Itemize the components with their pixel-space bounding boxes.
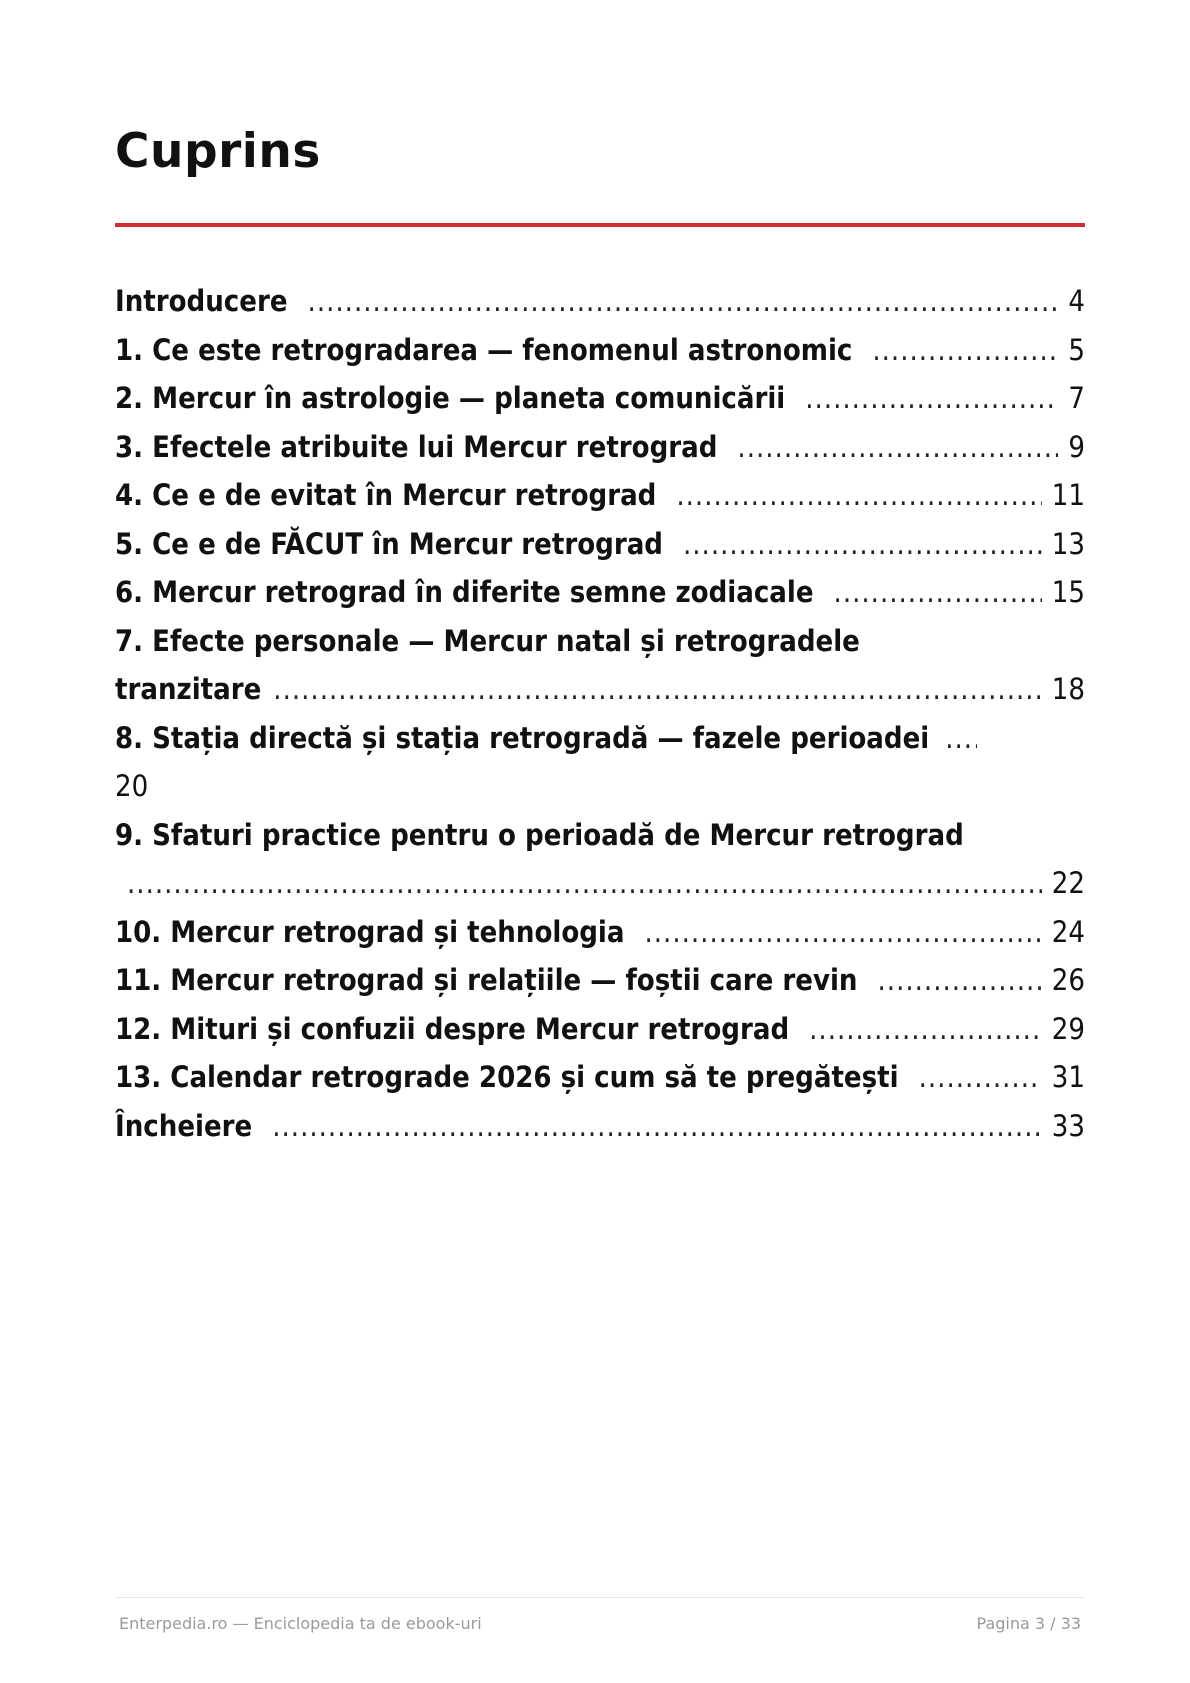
toc-entry-label: Încheiere [115, 1108, 253, 1143]
page-title: Cuprins [115, 124, 321, 179]
toc-entry-9[interactable] [115, 811, 1085, 908]
toc-page-number: 11 [1051, 478, 1085, 512]
toc-entry-13[interactable] [115, 1053, 1085, 1102]
toc-dot-leader [878, 956, 1042, 1005]
toc-page-number: 24 [1051, 914, 1085, 949]
toc-entry-label: 11. Mercur retrograd și relațiile — foștii care revin [115, 963, 858, 997]
toc-dot-leader [809, 1005, 1042, 1054]
toc-entry-12[interactable] [115, 1005, 1085, 1054]
toc-entry-label-continued: tranzitare [115, 672, 262, 706]
toc-dot-leader [945, 714, 977, 763]
toc-entry-label: 3. Efectele atribuite lui Mercur retrograd [115, 429, 718, 464]
toc-page-number: 22 [1051, 866, 1085, 900]
toc-dot-leader [273, 665, 1042, 714]
toc-dot-leader [127, 859, 1042, 908]
toc-dot-leader [834, 568, 1042, 617]
toc-page-number: 7 [1068, 381, 1085, 415]
toc-entry-3[interactable] [115, 423, 1085, 472]
toc-entry-label: 4. Ce e de evitat în Mercur retrograd [115, 478, 657, 512]
toc-entry-label: 1. Ce este retrogradarea — fenomenul astronomic [115, 332, 853, 367]
footer-divider [115, 1597, 1085, 1598]
toc-dot-leader [919, 1053, 1042, 1102]
toc-page-number: 20 [115, 769, 149, 803]
toc-entry-11[interactable] [115, 956, 1085, 1005]
toc-page-number: 4 [1068, 284, 1085, 318]
toc-entry-label: Introducere [115, 284, 288, 318]
toc-dot-leader [272, 1102, 1042, 1151]
document-page [115, 0, 1085, 1683]
toc-page-number: 15 [1051, 575, 1085, 609]
toc-page-number: 29 [1051, 1011, 1085, 1046]
toc-dot-leader [805, 374, 1058, 423]
footer-site-name: Enterpedia.ro — Enciclopedia ta de ebook-uri [119, 1614, 482, 1633]
toc-entry-label: 12. Mituri și confuzii despre Mercur retrograd [115, 1011, 790, 1046]
toc-page-number: 5 [1068, 332, 1085, 367]
toc-entry-5[interactable] [115, 520, 1085, 569]
toc-page-number: 9 [1068, 429, 1085, 464]
toc-entry-7[interactable] [115, 617, 1085, 714]
toc-dot-leader [683, 520, 1042, 569]
toc-entry-label: 7. Efecte personale — Mercur natal și retrogradele [115, 623, 860, 658]
toc-entry-label: 9. Sfaturi practice pentru o perioadă de Mercur retrograd [115, 817, 964, 852]
toc-page-number: 26 [1051, 963, 1085, 997]
toc-entry-6[interactable] [115, 568, 1085, 617]
toc-entry-label: 10. Mercur retrograd și tehnologia [115, 914, 625, 949]
toc-entry-label: 13. Calendar retrograde 2026 și cum să te pregătești [115, 1060, 899, 1094]
toc-page-number: 33 [1051, 1108, 1085, 1143]
toc-entry-label: 6. Mercur retrograd în diferite semne zodiacale [115, 575, 814, 609]
toc-entry-4[interactable] [115, 471, 1085, 520]
toc-entry-label: 8. Stația directă și stația retrogradă — fazele perioadei [115, 720, 930, 755]
title-divider [115, 223, 1085, 227]
toc-page-number: 13 [1051, 526, 1085, 561]
toc-entry-10[interactable] [115, 908, 1085, 957]
toc-entry-label: 2. Mercur în astrologie — planeta comunicării [115, 381, 786, 415]
toc-dot-leader [872, 326, 1058, 375]
toc-dot-leader [644, 908, 1041, 957]
toc-entry-8[interactable] [115, 714, 1085, 811]
toc-entry-label: 5. Ce e de FĂCUT în Mercur retrograd [115, 526, 663, 561]
toc-dot-leader [308, 277, 1059, 326]
toc-entry-1[interactable] [115, 326, 1085, 375]
toc-dot-leader [737, 423, 1058, 472]
toc-entry-2[interactable] [115, 374, 1085, 423]
table-of-contents [115, 277, 1085, 1150]
toc-page-number: 31 [1051, 1060, 1085, 1094]
toc-entry-incheiere[interactable] [115, 1102, 1085, 1151]
footer-page-indicator: Pagina 3 / 33 [976, 1614, 1081, 1633]
toc-entry-introducere[interactable] [115, 277, 1085, 326]
toc-page-number: 18 [1051, 672, 1085, 706]
toc-dot-leader [676, 471, 1041, 520]
